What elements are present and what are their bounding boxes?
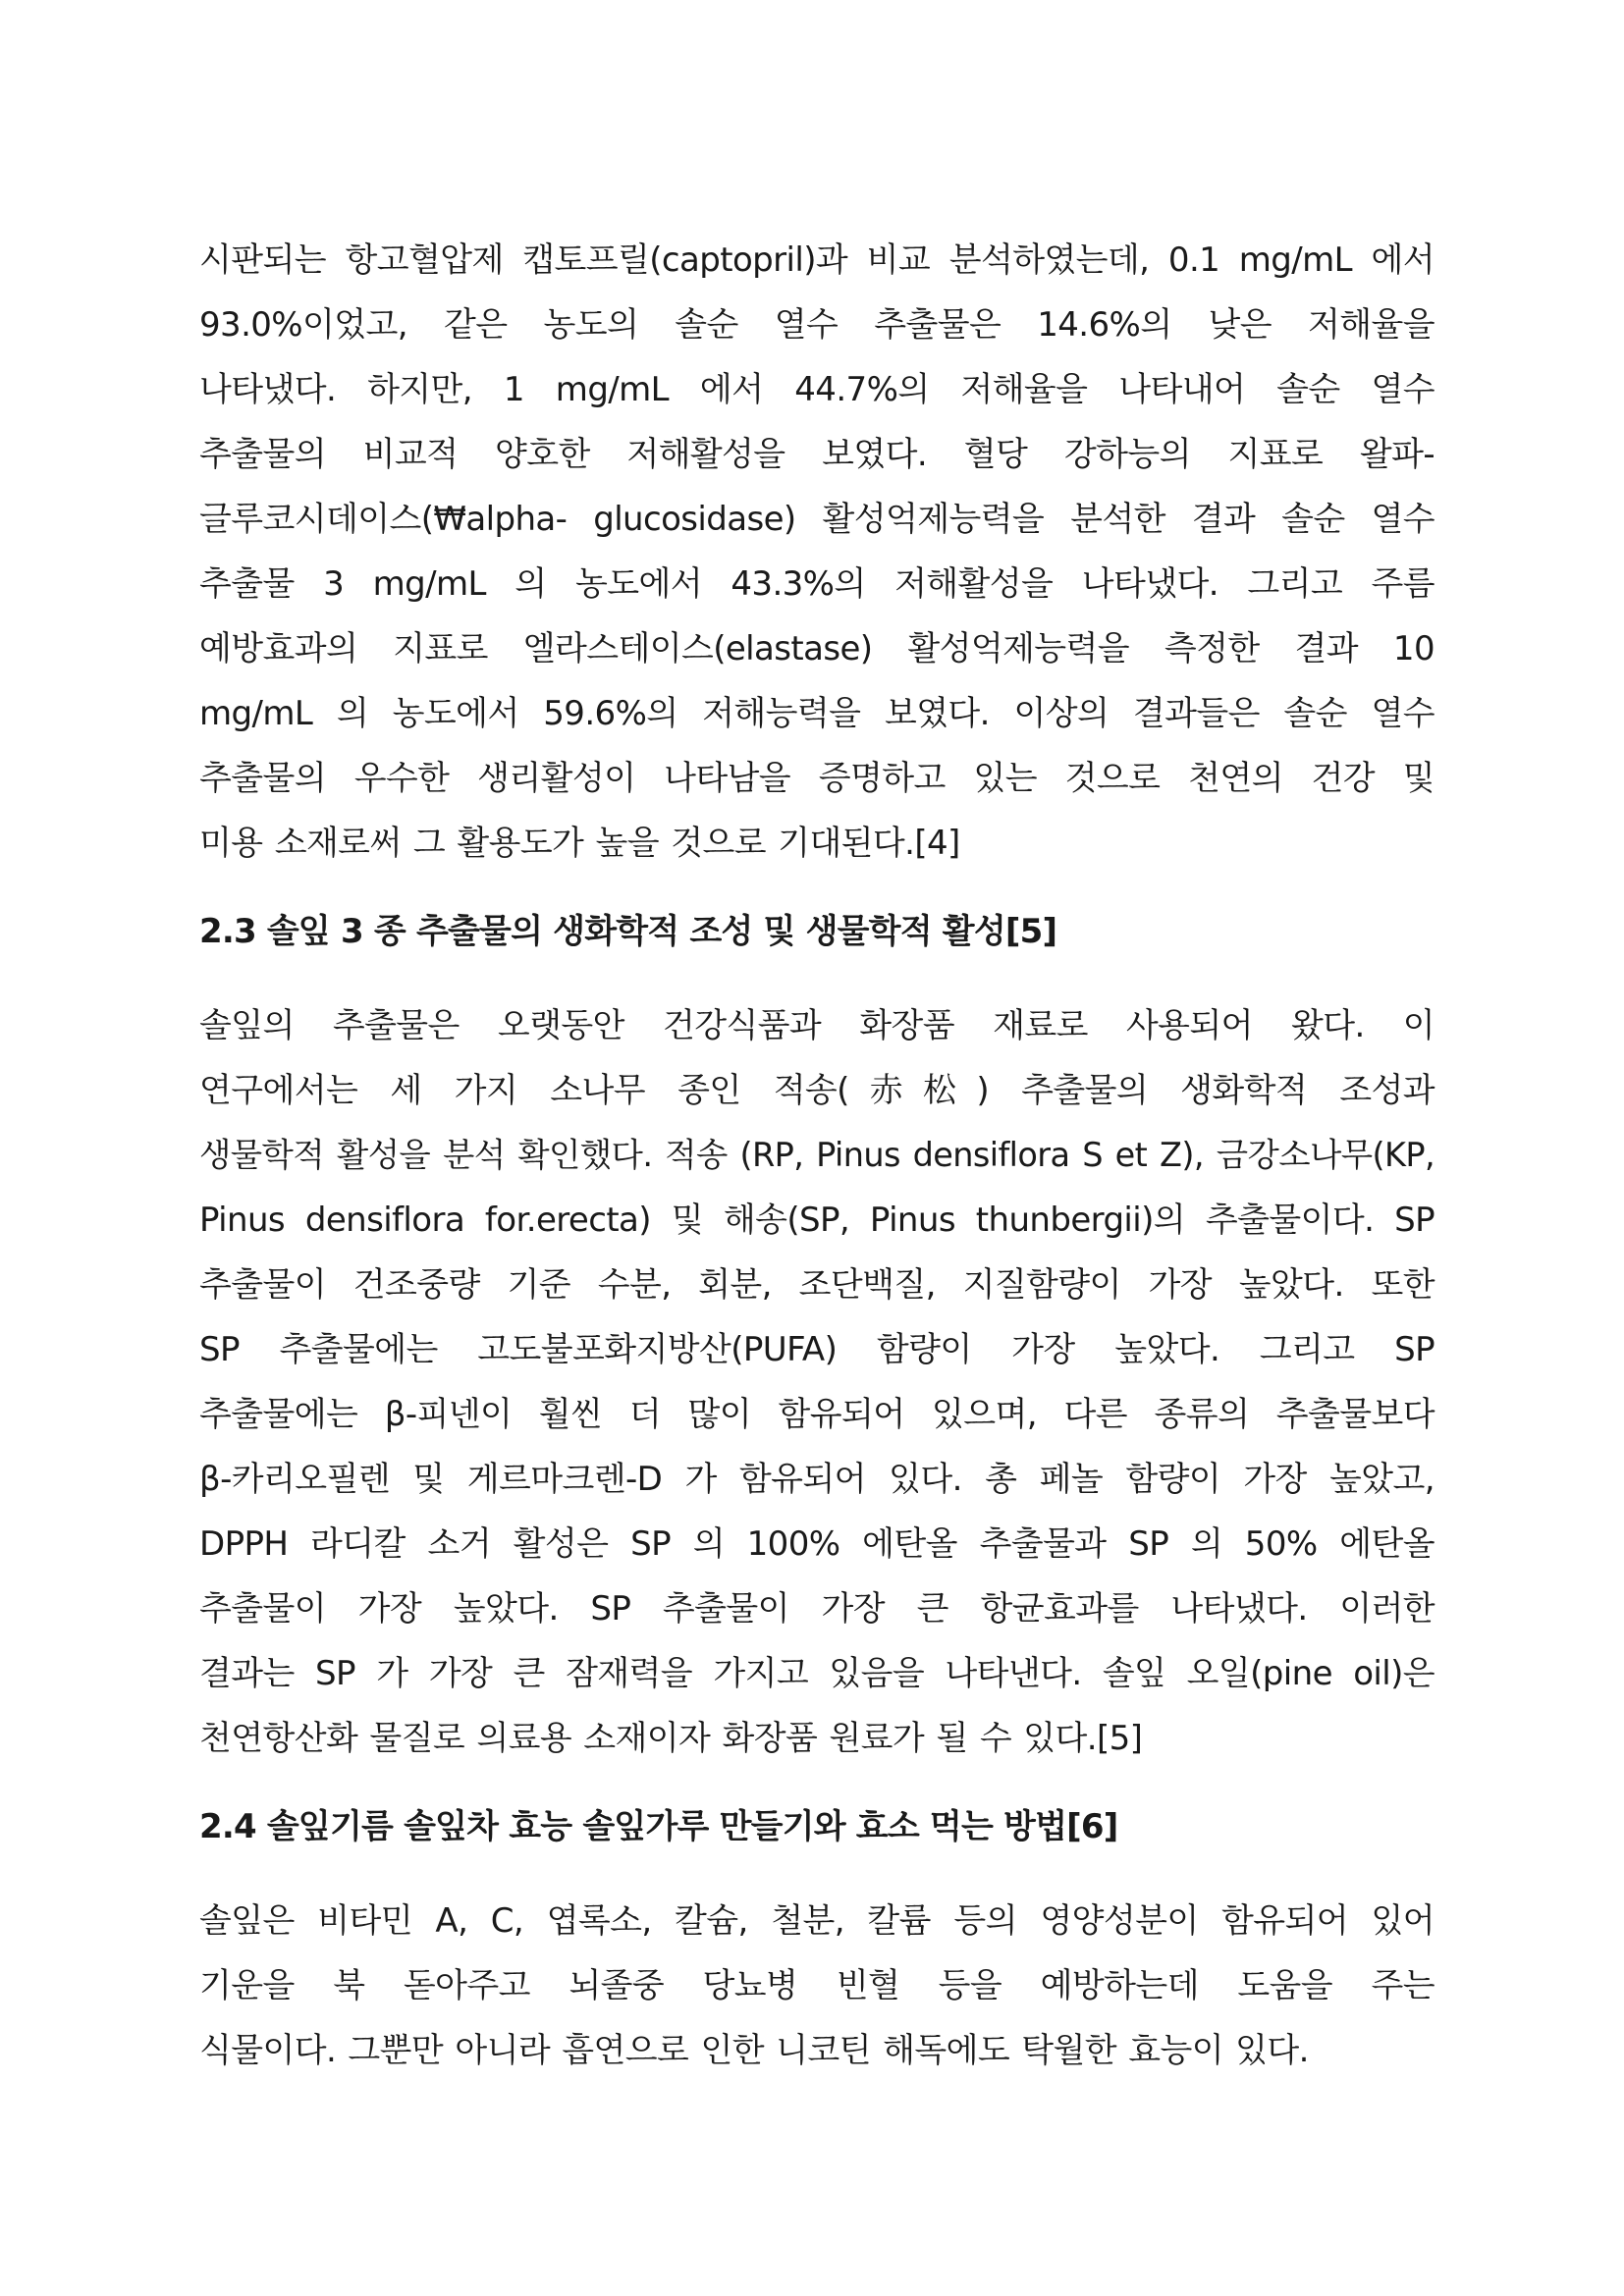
paragraph-line: 솔잎은 비타민 A, C, 엽록소, 칼슘, 철분, 칼륨 등의 영양성분이 함유되어 있어: [199, 1901, 1435, 1941]
paragraph-line: 연구에서는 세 가지 소나무 종인 적송(赤松) 추출물의 생화학적 조성과: [199, 1071, 1435, 1110]
paragraph-line: 천연항산화 물질로 의료용 소재이자 화장품 원료가 될 수 있다.[5]: [199, 1719, 1143, 1758]
paragraph-pine-needle-benefits: [199, 1889, 1435, 2083]
paragraph-line: 기운을 북 돋아주고 뇌졸중 당뇨병 빈혈 등을 예방하는데 도움을 주는: [199, 1966, 1435, 2005]
paragraph-line: 나타냈다. 하지만, 1 mg/mL 에서 44.7%의 저해율을 나타내어 솔순 열수: [199, 370, 1435, 409]
paragraph-line: 시판되는 항고혈압제 캡토프릴(captopril)과 비교 분석하였는데, 0.1 mg/mL 에서: [199, 240, 1435, 280]
paragraph-line: 추출물의 비교적 양호한 저해활성을 보였다. 혈당 강하능의 지표로 왈파-: [199, 435, 1435, 474]
paragraph-line: DPPH 라디칼 소거 활성은 SP 의 100% 에탄올 추출물과 SP 의 50% 에탄올: [199, 1524, 1435, 1564]
paragraph-line: 식물이다. 그뿐만 아니라 흡연으로 인한 니코틴 해독에도 탁월한 효능이 있다.: [199, 2031, 1309, 2070]
paragraph-line: 글루코시데이스(₩alpha- glucosidase) 활성억제능력을 분석한 결과 솔순 열수: [199, 500, 1435, 539]
paragraph-line: 생물학적 활성을 분석 확인했다. 적송 (RP, Pinus densiflora S et Z), 금강소나무(KP,: [199, 1136, 1435, 1174]
paragraph-line: 추출물의 우수한 생리활성이 나타남을 증명하고 있는 것으로 천연의 건강 및: [199, 759, 1435, 798]
paragraph-line: 추출물 3 mg/mL 의 농도에서 43.3%의 저해활성을 나타냈다. 그리고 주름: [199, 564, 1435, 604]
paragraph-line: β-카리오필렌 및 게르마크렌-D 가 함유되어 있다. 총 페놀 함량이 가장 높았고,: [199, 1460, 1435, 1499]
paragraph-line: 결과는 SP 가 가장 큰 잠재력을 가지고 있음을 나타낸다. 솔잎 오일(pine oil)은: [199, 1654, 1435, 1693]
paragraph-hypertension-results: [199, 228, 1435, 876]
paragraph-line: SP 추출물에는 고도불포화지방산(PUFA) 함량이 가장 높았다. 그리고 SP: [199, 1330, 1435, 1369]
paragraph-line: 추출물에는 β-피넨이 훨씬 더 많이 함유되어 있으며, 다른 종류의 추출물보다: [199, 1395, 1435, 1434]
paragraph-line: 예방효과의 지표로 엘라스테이스(elastase) 활성억제능력을 측정한 결과 10: [199, 629, 1435, 668]
paragraph-line: 솔잎의 추출물은 오랫동안 건강식품과 화장품 재료로 사용되어 왔다. 이: [199, 1006, 1435, 1045]
paragraph-pine-needle-extracts: [199, 993, 1435, 1771]
paragraph-line: 추출물이 건조중량 기준 수분, 회분, 조단백질, 지질함량이 가장 높았다. 또한: [199, 1265, 1435, 1305]
paragraph-line: mg/mL 의 농도에서 59.6%의 저해능력을 보였다. 이상의 결과들은 솔순 열수: [199, 694, 1435, 733]
paragraph-line: Pinus densiflora for.erecta) 및 해송(SP, Pinus thunbergii)의 추출물이다. SP: [199, 1201, 1435, 1240]
section-heading-2-4: 2.4 솔잎기름 솔잎차 효능 솔잎가루 만들기와 효소 먹는 방법[6]: [199, 1807, 1118, 1846]
paragraph-line: 미용 소재로써 그 활용도가 높을 것으로 기대된다.[4]: [199, 824, 960, 863]
document-page: [199, 228, 1435, 2083]
paragraph-line: 추출물이 가장 높았다. SP 추출물이 가장 큰 항균효과를 나타냈다. 이러한: [199, 1589, 1435, 1629]
paragraph-line: 93.0%이었고, 같은 농도의 솔순 열수 추출물은 14.6%의 낮은 저해율을: [199, 305, 1435, 345]
section-heading-2-3: 2.3 솔잎 3 종 추출물의 생화학적 조성 및 생물학적 활성[5]: [199, 912, 1057, 951]
